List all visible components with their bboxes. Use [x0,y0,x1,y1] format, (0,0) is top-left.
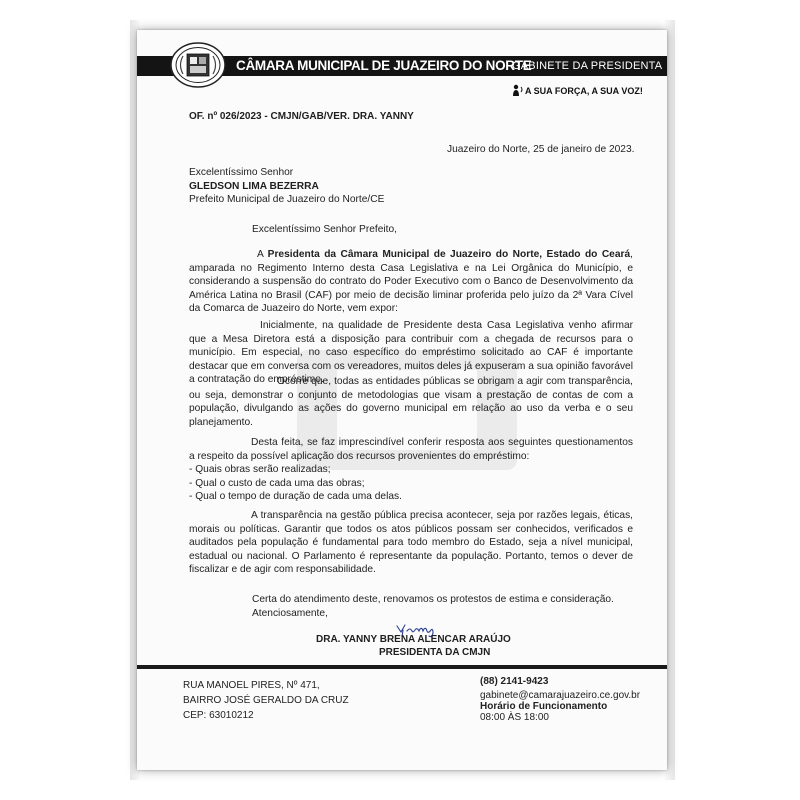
phone-number: (88) 2141-9423 [480,676,549,687]
list-item: - Qual o tempo de duração de cada uma delas. [189,491,402,503]
paragraph-intro [189,248,633,316]
address-district: BAIRRO JOSÉ GERALDO DA CRUZ [183,695,349,706]
chamber-seal-icon [170,42,226,88]
intro-lead: A [257,249,268,260]
address-street: RUA MANOEL PIRES, Nº 471, [183,680,320,691]
footer-contact [480,676,640,723]
questions-intro [189,436,633,463]
paragraph-initial-text: Inicialmente, na qualidade de Presidente desta Casa Legislativa venho afirmar que a Mesa Diretora está a disposição para contribuir com a chegada de recursos para o município. Em especial, no caso específico do empréstimo solicitado ao CAF é importante destacar que em conversa com os vereadores, muitos deles já expuseram a sua opinião favorável a contratação do empréstimo. [189,320,633,386]
email-address: gabinete@camarajuazeiro.ce.gov.br [480,690,641,701]
hours-value: 08:00 ÀS 18:00 [480,712,549,723]
intro-rest: , amparada no Regimento Interno desta Casa Legislativa e na Lei Orgânica do Município, e considerando a suspensão do contrato do Poder Executivo com o Banco de Desenvolvimento da América Latina no Brasil (CAF) por meio de decisão liminar proferida pelo juízo da 2ª Vara Cível da Comarca de Juazeiro do Norte, vem expor: [189,249,633,315]
speaker-icon [512,84,524,97]
regards-text: Atenciosamente, [252,607,328,619]
footer-divider [137,665,667,669]
signer-role: PRESIDENTA DA CMJN [379,647,491,658]
recipient-salutation: Excelentíssimo Senhor [189,167,294,178]
letter-page [137,30,667,770]
hours-label: Horário de Funcionamento [480,701,608,712]
address-zip: CEP: 63010212 [183,710,254,721]
recipient-name: GLEDSON LIMA BEZERRA [189,180,319,192]
list-item: - Qual o custo de cada uma das obras; [189,477,365,489]
signer-name: DRA. YANNY BRENA ALENCAR ARAÚJO [316,634,511,645]
paragraph-public-management [189,509,633,577]
paragraph-transparency [189,375,633,429]
questions-intro-text: Desta feita, se faz imprescindível conferir resposta aos seguintes questionamentos a respeito da possível aplicação dos recursos provenientes do empréstimo: [189,437,633,462]
recipient-block [189,166,384,207]
document-date: Juazeiro do Norte, 25 de janeiro de 2023. [447,144,635,155]
closing-block [252,593,632,620]
closing-text: Certa do atendimento deste, renovamos os protestos de estima e consideração. [252,594,614,605]
slogan: A SUA FORÇA, A SUA VOZ! [525,86,643,96]
list-item: - Quais obras serão realizadas; [189,464,331,476]
recipient-role: Prefeito Municipal de Juazeiro do Norte/CE [189,194,385,206]
paragraph-transparency-text: Ocorre que, todas as entidades públicas se obrigam a agir com transparência, ou seja, demonstrar o conjunto de metodologias que visam a prestação de contas de com a população, divulgando as ações do governo municipal em relação ao uso da verba e o seu planejamento. [189,376,633,428]
document-reference: OF. nº 026/2023 - CMJN/GAB/VER. DRA. YANNY [189,111,414,122]
paragraph-questions [189,436,633,504]
chamber-title: CÂMARA MUNICIPAL DE JUAZEIRO DO NORTE [236,58,532,73]
intro-bold: Presidenta da Câmara Municipal de Juazeiro do Norte, Estado do Ceará [267,249,631,260]
footer-address [183,678,349,723]
greeting: Excelentíssimo Senhor Prefeito, [252,224,397,235]
paragraph-public-management-text: A transparência na gestão pública precisa acontecer, seja por razões legais, éticas, morais ou políticas. Garantir que todos os atos públicos possam ser conhecidos, verificados e auditados pela população é fundamental para todo membro do Estado, seja a nível municipal, estadual ou nacional. O Parlamento é representante da população. Portanto, temos o dever de fiscalizar e de agir com responsabilidade. [189,510,633,576]
office-subtitle: GABINETE DA PRESIDENTA [512,60,663,72]
